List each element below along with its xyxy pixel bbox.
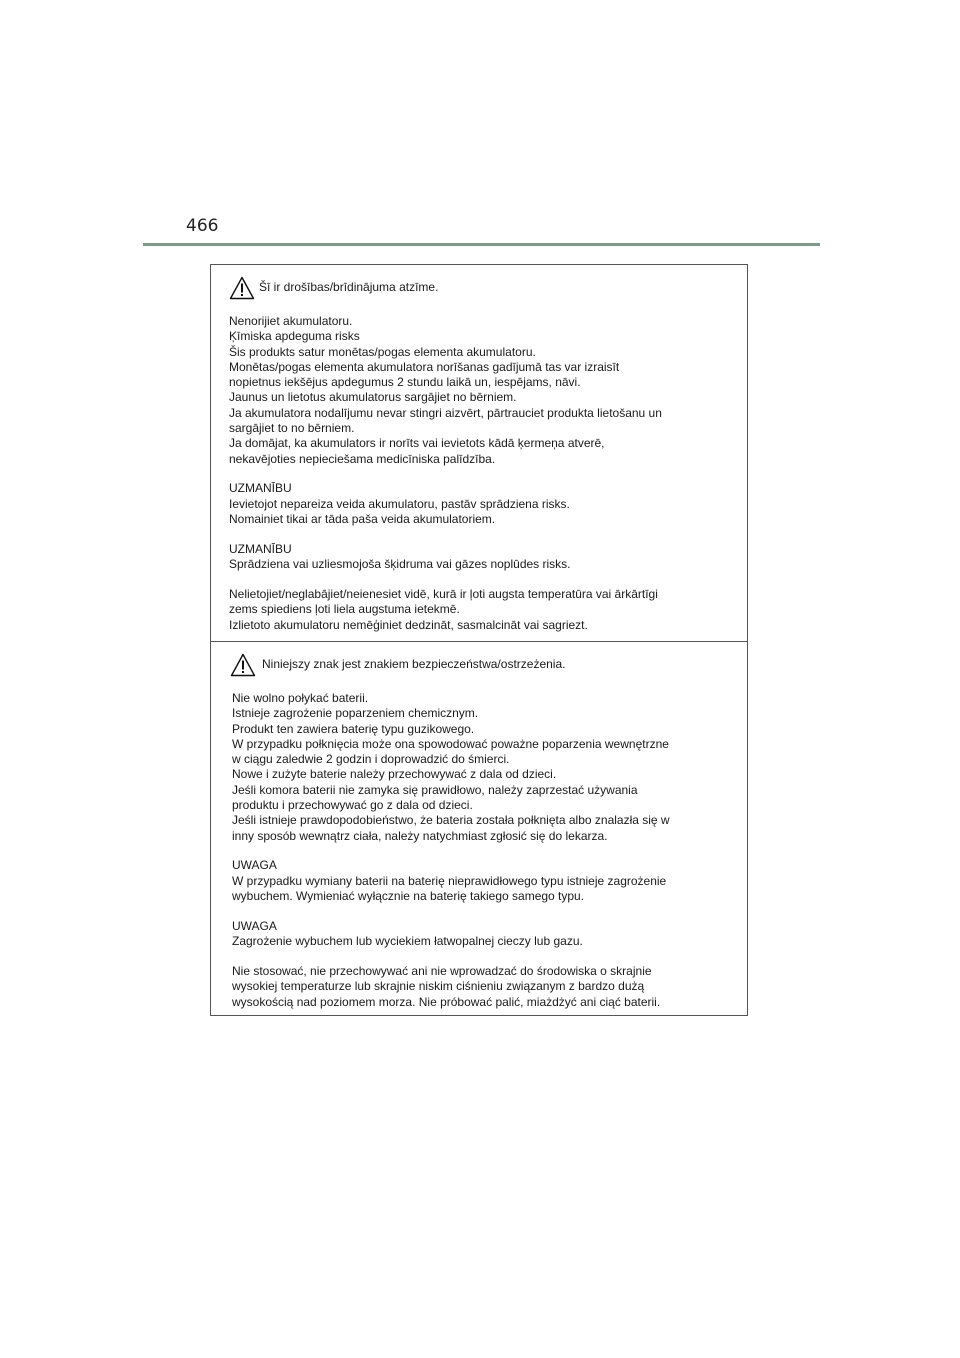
latvian-warning-section — [211, 265, 747, 641]
header-rule — [143, 243, 820, 246]
polish-paragraph: UWAGA Zagrożenie wybuchem lub wyciekiem łatwopalnej cieczy lub gazu. — [232, 918, 583, 949]
latvian-paragraph: UZMANĪBU Sprādziena vai uzliesmojoša šķidruma vai gāzes noplūdes risks. — [229, 541, 571, 572]
battery-warning-box — [210, 264, 748, 1016]
polish-warning-section — [211, 642, 747, 1024]
polish-paragraph: Nie stosować, nie przechowywać ani nie wprowadzać do środowiska o skrajnie wysokiej temperaturze lub skrajnie niskim ciśnieniu związanym z bardzo dużą wysokością nad poziomem morza. Nie próbować palić, miażdżyć ani ciąć baterii. — [232, 963, 661, 1009]
latvian-paragraph: Nenorijiet akumulatoru. Ķīmiska apdeguma risks Šis produkts satur monētas/pogas elementa akumulatoru. Monētas/pogas elementa akumulatora norīšanas gadījumā tas var izraisīt nopietnus iekšējus apdegumus 2 stundu laikā un, iespējams, nāvi. Jaunus un lietotus akumulatorus sargājiet no bērniem. Ja akumulatora nodalījumu nevar stingri aizvērt, pārtrauciet produkta lietošanu un sargājiet to no bērniem. Ja domājat, ka akumulators ir norīts vai ievietots kādā ķermeņa atverē, nekavējoties nepieciešama medicīniska palīdzība. — [229, 314, 662, 466]
polish-paragraph: Nie wolno połykać baterii. Istnieje zagrożenie poparzeniem chemicznym. Produkt ten zawiera baterię typu guzikowego. W przypadku połknięcia może ona spowodować poważne poparzenia wewnętrzne w ciągu zaledwie 2 godzin i doprowadzić do śmierci. Nowe i zużyte baterie należy przechowywać z dala od dzieci. Jeśli komora baterii nie zamyka się prawidłowo, należy zaprzestać używania produktu i przechowywać go z dala od dzieci. Jeśli istnieje prawdopodobieństwo, że bateria została połknięta albo znalazła się w inny sposób wewnątrz ciała, należy natychmiast zgłosić się do lekarza. — [232, 691, 670, 843]
warning-triangle-icon — [229, 276, 255, 300]
page-number: 466 — [186, 216, 219, 236]
latvian-paragraph: UZMANĪBU Ievietojot nepareiza veida akumulatoru, pastāv sprādziena risks. Nomainiet tikai ar tāda paša veida akumulatoriem. — [229, 481, 570, 527]
latvian-paragraph: Nelietojiet/neglabājiet/neienesiet vidē, kurā ir ļoti augsta temperatūra vai ārkārtīgi zems spiediens ļoti liela augstuma ietekmē. Izlietoto akumulatoru nemēģiniet dedzināt, sasmalcināt vai sagriezt. — [229, 586, 658, 632]
warning-triangle-icon — [230, 653, 256, 677]
polish-paragraph: UWAGA W przypadku wymiany baterii na baterię nieprawidłowego typu istnieje zagrożenie wybuchem. Wymieniać wyłącznie na baterię takiego samego typu. — [232, 858, 667, 904]
latvian-warning-header — [229, 275, 747, 301]
polish-warning-header — [230, 652, 747, 678]
latvian-warning-intro: Šī ir drošības/brīdinājuma atzīme. — [259, 280, 439, 295]
polish-warning-intro: Niniejszy znak jest znakiem bezpieczeństwa/ostrzeżenia. — [262, 657, 566, 672]
